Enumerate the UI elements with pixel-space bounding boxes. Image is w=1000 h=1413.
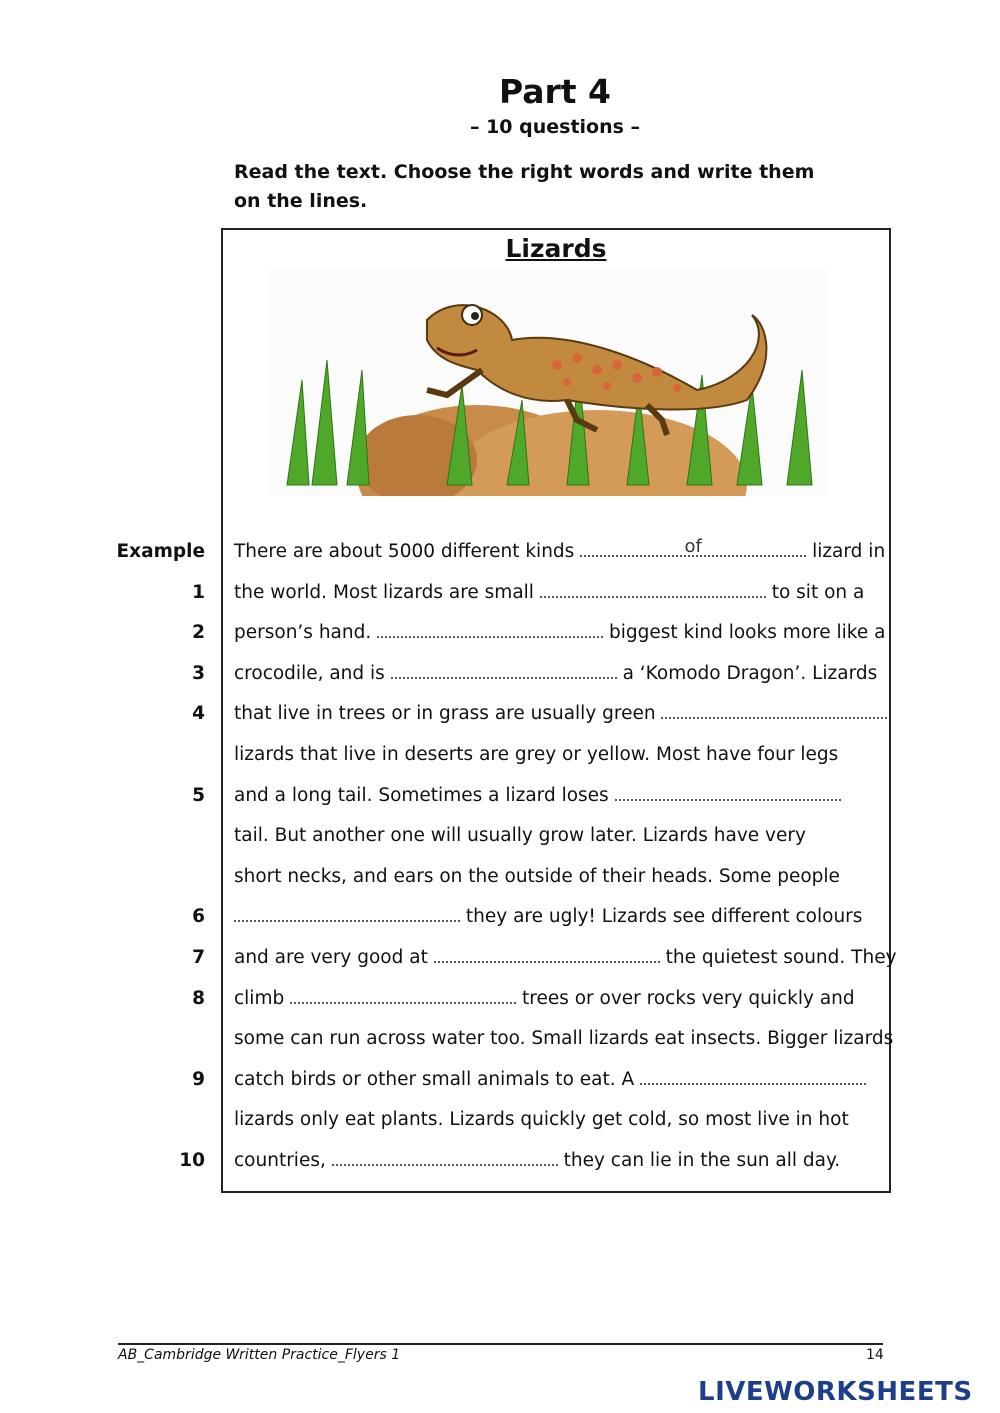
text-line: that live in trees or in grass are usually green [234,694,887,734]
answer-blank[interactable] [540,580,766,598]
answer-blank[interactable] [434,945,660,963]
text-line: person’s hand. biggest kind looks more like a [234,622,886,644]
text-line: lizards that live in deserts are grey or yellow. Most have four legs [234,744,839,765]
page-subtitle: – 10 questions – [469,116,641,138]
question-number: 4 [192,703,205,725]
text-line: tail. But another one will usually grow later. Lizards have very [234,825,806,847]
answer-blank[interactable] [640,1067,866,1085]
instructions: Read the text. Choose the right words and write them on the lines. [234,161,815,212]
example-answer: of [684,536,702,557]
text-line: climb trees or over rocks very quickly and [234,987,855,1009]
page-number: 14 [866,1347,884,1363]
question-number: 3 [192,662,205,684]
example-answer-blank [580,536,806,557]
question-number: 5 [192,784,205,806]
footer-source: AB_Cambridge Written Practice_Flyers 1 [118,1347,401,1363]
answer-blank[interactable] [332,1148,558,1166]
footer-divider [118,1343,883,1345]
question-number: 10 [179,1150,205,1171]
question-number: 9 [192,1068,205,1090]
reading-title: Lizards [505,234,607,263]
answer-blank[interactable] [615,783,841,801]
lizard-illustration-icon [267,270,829,496]
answer-blank[interactable] [391,661,617,679]
question-number: 7 [192,947,205,968]
text-line: and a long tail. Sometimes a lizard loses [234,776,841,816]
page-title: Part 4 [498,72,612,111]
question-number: 2 [192,622,205,644]
answer-blank[interactable] [377,620,603,638]
brand-logo: LIVEWORKSHEETS [698,1377,973,1407]
answer-blank[interactable] [290,986,516,1004]
answer-blank[interactable] [234,904,460,922]
question-number: 6 [192,906,205,928]
text-line: some can run across water too. Small lizards eat insects. Bigger lizards [234,1028,894,1050]
question-number: 8 [192,987,205,1009]
text-line: countries, they can lie in the sun all day. [234,1150,841,1171]
text-line: catch birds or other small animals to eat. A [234,1060,866,1100]
question-number: Example [116,541,205,562]
text-line: There are about 5000 different kinds of lizard in [234,532,885,572]
text-line: short necks, and ears on the outside of their heads. Some people [234,865,840,887]
text-line: lizards only eat plants. Lizards quickly get cold, so most live in hot [234,1109,849,1131]
question-number: 1 [192,581,205,603]
text-line: crocodile, and is a ‘Komodo Dragon’. Lizards [234,662,878,684]
text-line: the world. Most lizards are small to sit on a [234,581,865,603]
text-line: they are ugly! Lizards see different colours [234,897,862,937]
answer-blank[interactable] [661,701,887,719]
text-line: and are very good at the quietest sound. They [234,947,897,968]
